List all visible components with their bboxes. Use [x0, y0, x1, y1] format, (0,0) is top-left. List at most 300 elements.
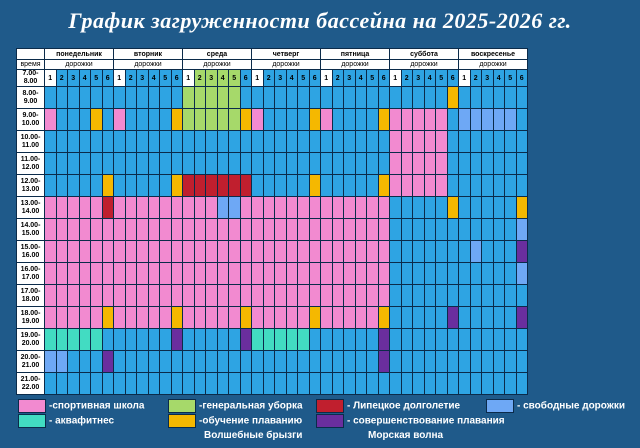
lane-slot: [424, 131, 436, 153]
lane-slot: [298, 263, 310, 285]
lane-slot: [470, 153, 482, 175]
lane-slot: [482, 219, 494, 241]
time-cell: 17.00- 18.00: [17, 285, 45, 307]
lane-slot: [286, 109, 298, 131]
lane-slot: [424, 109, 436, 131]
lane-number: 6: [240, 70, 252, 87]
lane-slot: [424, 241, 436, 263]
lanes-label: дорожки: [45, 60, 114, 70]
lane-slot: [390, 263, 402, 285]
time-cell: 8.00- 9.00: [17, 87, 45, 109]
lane-slot: [436, 263, 448, 285]
lane-slot: [229, 373, 241, 395]
lane-slot: [378, 153, 390, 175]
lane-slot: [229, 307, 241, 329]
lane-slot: [321, 241, 333, 263]
lane-slot: [344, 131, 356, 153]
lane-slot: [286, 241, 298, 263]
lane-number: 5: [298, 70, 310, 87]
lane-slot: [344, 351, 356, 373]
lane-slot: [91, 87, 103, 109]
time-cell: 9.00- 10.00: [17, 109, 45, 131]
lane-slot: [183, 285, 195, 307]
lane-slot: [505, 109, 517, 131]
lane-slot: [91, 351, 103, 373]
lane-slot: [240, 197, 252, 219]
lane-slot: [286, 87, 298, 109]
lane-slot: [102, 219, 114, 241]
lane-slot: [447, 131, 459, 153]
lane-slot: [516, 153, 528, 175]
lane-slot: [229, 197, 241, 219]
lane-slot: [493, 351, 505, 373]
lane-number: 5: [367, 70, 379, 87]
lane-slot: [160, 153, 172, 175]
lane-slot: [137, 263, 149, 285]
lane-slot: [229, 285, 241, 307]
lane-slot: [516, 241, 528, 263]
lane-slot: [401, 329, 413, 351]
lane-number: 6: [309, 70, 321, 87]
lane-slot: [493, 219, 505, 241]
lane-slot: [171, 153, 183, 175]
lane-slot: [125, 219, 137, 241]
legend-swatch: [18, 414, 46, 428]
lane-slot: [482, 373, 494, 395]
lane-slot: [436, 175, 448, 197]
lane-slot: [102, 153, 114, 175]
lane-slot: [148, 175, 160, 197]
corner-cell: [17, 49, 45, 60]
lane-slot: [102, 351, 114, 373]
lane-slot: [275, 285, 287, 307]
lanes-label: дорожки: [114, 60, 183, 70]
lane-slot: [516, 219, 528, 241]
lane-slot: [378, 131, 390, 153]
lane-slot: [378, 241, 390, 263]
lane-slot: [206, 329, 218, 351]
lane-slot: [459, 307, 471, 329]
lane-slot: [459, 131, 471, 153]
lane-slot: [79, 241, 91, 263]
lane-slot: [321, 285, 333, 307]
lane-slot: [240, 153, 252, 175]
lane-slot: [229, 263, 241, 285]
lane-slot: [194, 153, 206, 175]
lane-slot: [505, 351, 517, 373]
lane-slot: [79, 153, 91, 175]
lane-slot: [286, 131, 298, 153]
lane-slot: [470, 219, 482, 241]
lane-slot: [413, 175, 425, 197]
time-cell: 16.00- 17.00: [17, 263, 45, 285]
lane-slot: [447, 351, 459, 373]
lane-slot: [171, 175, 183, 197]
time-cell: 15.00- 16.00: [17, 241, 45, 263]
lane-slot: [91, 263, 103, 285]
lane-slot: [217, 153, 229, 175]
lane-slot: [194, 197, 206, 219]
lane-slot: [275, 329, 287, 351]
lane-slot: [252, 109, 264, 131]
lane-slot: [91, 329, 103, 351]
lane-number: 1: [459, 70, 471, 87]
lane-slot: [229, 87, 241, 109]
lane-slot: [217, 197, 229, 219]
lane-slot: [45, 263, 57, 285]
lane-slot: [505, 175, 517, 197]
lane-slot: [378, 329, 390, 351]
lane-slot: [436, 197, 448, 219]
lane-slot: [344, 219, 356, 241]
lane-slot: [401, 373, 413, 395]
lane-slot: [45, 153, 57, 175]
lane-slot: [91, 285, 103, 307]
lane-slot: [390, 373, 402, 395]
lane-slot: [68, 131, 80, 153]
lane-slot: [252, 351, 264, 373]
lane-slot: [344, 241, 356, 263]
lane-slot: [436, 219, 448, 241]
lane-slot: [206, 153, 218, 175]
lane-slot: [470, 263, 482, 285]
lane-slot: [114, 329, 126, 351]
lane-slot: [194, 329, 206, 351]
lane-slot: [114, 351, 126, 373]
lane-slot: [68, 373, 80, 395]
lane-slot: [493, 197, 505, 219]
lane-slot: [390, 87, 402, 109]
lane-slot: [275, 87, 287, 109]
lane-number: 1: [321, 70, 333, 87]
lane-slot: [137, 109, 149, 131]
lane-slot: [447, 175, 459, 197]
lane-slot: [91, 109, 103, 131]
lane-slot: [390, 153, 402, 175]
lane-slot: [459, 153, 471, 175]
lane-slot: [125, 175, 137, 197]
legend-swatch: [18, 399, 46, 413]
lane-slot: [240, 263, 252, 285]
lane-slot: [240, 285, 252, 307]
lane-slot: [45, 285, 57, 307]
lane-slot: [45, 109, 57, 131]
lane-slot: [459, 373, 471, 395]
lane-slot: [332, 131, 344, 153]
lane-slot: [367, 241, 379, 263]
lane-slot: [148, 131, 160, 153]
lane-slot: [148, 241, 160, 263]
day-header: воскресенье: [459, 49, 528, 60]
lane-slot: [367, 373, 379, 395]
lane-slot: [413, 307, 425, 329]
lane-slot: [252, 87, 264, 109]
lane-slot: [45, 219, 57, 241]
day-header: понедельник: [45, 49, 114, 60]
lane-slot: [355, 329, 367, 351]
lane-slot: [252, 373, 264, 395]
lane-slot: [355, 197, 367, 219]
lane-slot: [390, 285, 402, 307]
lane-slot: [401, 285, 413, 307]
lane-slot: [114, 219, 126, 241]
lane-number: 3: [275, 70, 287, 87]
lane-slot: [321, 219, 333, 241]
lane-slot: [367, 285, 379, 307]
legend-label: - Липецкое долголетие: [347, 400, 461, 412]
lane-number: 3: [482, 70, 494, 87]
lane-slot: [516, 131, 528, 153]
lane-slot: [286, 329, 298, 351]
lane-slot: [516, 87, 528, 109]
lane-slot: [321, 307, 333, 329]
lane-slot: [355, 131, 367, 153]
lane-slot: [137, 351, 149, 373]
lane-slot: [45, 307, 57, 329]
lane-number: 5: [436, 70, 448, 87]
lane-slot: [436, 329, 448, 351]
lane-slot: [505, 241, 517, 263]
lane-slot: [309, 329, 321, 351]
lane-slot: [160, 109, 172, 131]
lane-slot: [68, 351, 80, 373]
lane-slot: [344, 373, 356, 395]
lane-slot: [102, 197, 114, 219]
lane-slot: [275, 219, 287, 241]
lane-slot: [183, 329, 195, 351]
lane-slot: [493, 109, 505, 131]
lane-slot: [447, 197, 459, 219]
lane-slot: [482, 307, 494, 329]
lane-slot: [298, 307, 310, 329]
lane-slot: [321, 373, 333, 395]
lane-slot: [470, 329, 482, 351]
lane-slot: [206, 351, 218, 373]
lane-slot: [321, 109, 333, 131]
legend-swatch: [486, 399, 514, 413]
lane-number: 3: [137, 70, 149, 87]
lane-slot: [367, 153, 379, 175]
lane-slot: [286, 197, 298, 219]
lane-slot: [298, 87, 310, 109]
lane-number: 5: [229, 70, 241, 87]
lane-slot: [229, 351, 241, 373]
lane-slot: [263, 307, 275, 329]
lane-slot: [298, 219, 310, 241]
lane-slot: [194, 219, 206, 241]
lane-slot: [79, 373, 91, 395]
lane-slot: [390, 307, 402, 329]
lane-number: 3: [206, 70, 218, 87]
lane-slot: [459, 285, 471, 307]
lane-slot: [378, 263, 390, 285]
lane-slot: [505, 87, 517, 109]
lane-slot: [252, 153, 264, 175]
lane-slot: [309, 285, 321, 307]
lane-slot: [459, 109, 471, 131]
lane-slot: [298, 131, 310, 153]
lane-slot: [459, 219, 471, 241]
lane-slot: [378, 87, 390, 109]
legend-sub-magic-splashes: Волшебные брызги: [204, 430, 303, 441]
lane-slot: [436, 307, 448, 329]
lane-slot: [344, 263, 356, 285]
time-cell: 13.00- 14.00: [17, 197, 45, 219]
time-cell: 18.00- 19.00: [17, 307, 45, 329]
lane-slot: [56, 329, 68, 351]
lane-slot: [252, 329, 264, 351]
lane-slot: [459, 87, 471, 109]
lane-slot: [263, 285, 275, 307]
lane-slot: [114, 197, 126, 219]
lane-slot: [470, 175, 482, 197]
lane-slot: [240, 307, 252, 329]
lane-slot: [355, 241, 367, 263]
lane-number: 4: [286, 70, 298, 87]
lane-slot: [217, 241, 229, 263]
lane-slot: [240, 175, 252, 197]
lane-slot: [91, 373, 103, 395]
lane-slot: [45, 329, 57, 351]
lane-slot: [332, 329, 344, 351]
lane-slot: [240, 109, 252, 131]
lanes-label: дорожки: [321, 60, 390, 70]
lane-slot: [102, 131, 114, 153]
lane-slot: [298, 285, 310, 307]
lane-slot: [45, 175, 57, 197]
lane-slot: [137, 197, 149, 219]
lane-slot: [390, 219, 402, 241]
lane-slot: [344, 307, 356, 329]
lane-number: 2: [332, 70, 344, 87]
lane-number: 3: [413, 70, 425, 87]
lane-slot: [79, 329, 91, 351]
lane-slot: [516, 109, 528, 131]
lane-slot: [516, 263, 528, 285]
day-header: среда: [183, 49, 252, 60]
time-cell: 7.00- 8.00: [17, 70, 45, 87]
lane-slot: [206, 197, 218, 219]
time-cell: 21.00- 22.00: [17, 373, 45, 395]
lane-slot: [470, 285, 482, 307]
lane-slot: [309, 373, 321, 395]
lane-slot: [516, 175, 528, 197]
lane-slot: [125, 109, 137, 131]
lane-slot: [275, 307, 287, 329]
lane-slot: [321, 153, 333, 175]
lane-slot: [401, 263, 413, 285]
lane-slot: [102, 175, 114, 197]
lane-slot: [183, 131, 195, 153]
lane-slot: [413, 241, 425, 263]
lane-number: 5: [505, 70, 517, 87]
lane-slot: [505, 153, 517, 175]
lane-number: 4: [148, 70, 160, 87]
lane-slot: [493, 329, 505, 351]
lane-slot: [68, 263, 80, 285]
lane-slot: [447, 109, 459, 131]
lane-slot: [79, 197, 91, 219]
lane-slot: [470, 197, 482, 219]
lane-slot: [240, 219, 252, 241]
lane-slot: [355, 153, 367, 175]
lane-slot: [275, 131, 287, 153]
lane-slot: [286, 175, 298, 197]
lane-slot: [183, 109, 195, 131]
lane-slot: [298, 197, 310, 219]
page-title: График загруженности бассейна на 2025-2026 гг.: [68, 8, 572, 33]
lane-slot: [160, 351, 172, 373]
lane-slot: [79, 307, 91, 329]
lane-slot: [355, 285, 367, 307]
lane-slot: [413, 219, 425, 241]
lane-slot: [102, 241, 114, 263]
lane-number: 1: [45, 70, 57, 87]
lane-slot: [183, 241, 195, 263]
lane-slot: [436, 131, 448, 153]
legend-item-general-cleaning: [168, 399, 303, 413]
lane-number: 4: [355, 70, 367, 87]
lane-slot: [229, 153, 241, 175]
lane-slot: [493, 153, 505, 175]
lane-slot: [378, 307, 390, 329]
lane-slot: [148, 373, 160, 395]
lane-slot: [91, 197, 103, 219]
lane-slot: [148, 197, 160, 219]
lane-slot: [286, 153, 298, 175]
lane-slot: [217, 285, 229, 307]
legend-item-sport-school: [18, 399, 144, 413]
lane-slot: [401, 175, 413, 197]
lane-slot: [401, 241, 413, 263]
lane-slot: [332, 351, 344, 373]
lane-slot: [217, 373, 229, 395]
lane-slot: [183, 307, 195, 329]
lane-slot: [390, 241, 402, 263]
lane-number: 1: [390, 70, 402, 87]
lane-slot: [114, 175, 126, 197]
lane-slot: [470, 87, 482, 109]
lane-slot: [91, 241, 103, 263]
lane-slot: [263, 153, 275, 175]
lane-slot: [79, 131, 91, 153]
lane-slot: [240, 329, 252, 351]
lane-slot: [309, 241, 321, 263]
lane-slot: [332, 285, 344, 307]
lane-slot: [321, 263, 333, 285]
lane-slot: [401, 131, 413, 153]
lane-slot: [263, 131, 275, 153]
lane-slot: [309, 109, 321, 131]
lane-slot: [298, 329, 310, 351]
lane-slot: [91, 307, 103, 329]
lane-slot: [321, 197, 333, 219]
lane-slot: [367, 197, 379, 219]
lane-slot: [45, 351, 57, 373]
lane-slot: [171, 87, 183, 109]
lane-slot: [332, 219, 344, 241]
lane-slot: [160, 131, 172, 153]
lane-slot: [148, 153, 160, 175]
time-cell: 20.00- 21.00: [17, 351, 45, 373]
lane-slot: [332, 153, 344, 175]
lane-slot: [102, 109, 114, 131]
lane-slot: [390, 197, 402, 219]
lane-slot: [79, 285, 91, 307]
lane-slot: [148, 307, 160, 329]
lane-slot: [79, 219, 91, 241]
lane-slot: [493, 175, 505, 197]
